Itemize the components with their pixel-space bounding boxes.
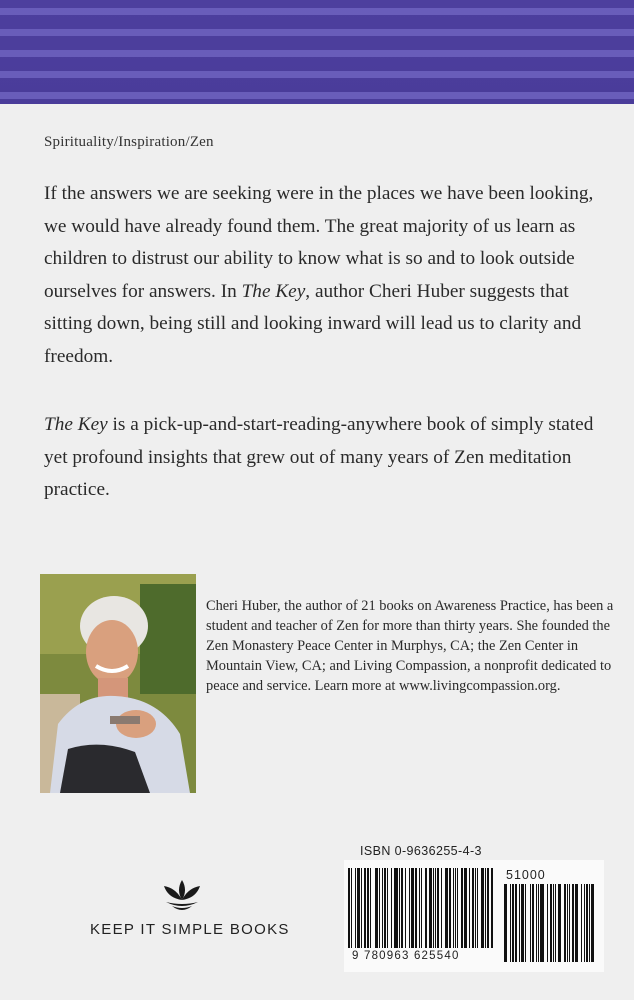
barcode-bar [538, 884, 539, 962]
barcode-bar [553, 884, 554, 962]
barcode-bar [512, 884, 514, 962]
barcode-bar [472, 868, 474, 948]
barcode-bar [469, 868, 470, 948]
top-color-band [0, 0, 634, 104]
barcode-bar [421, 868, 422, 948]
barcode-bar [525, 884, 526, 962]
barcode-bar [399, 868, 400, 948]
barcode-bar [477, 868, 478, 948]
barcode-bar [415, 868, 417, 948]
barcode-bar [569, 884, 570, 962]
barcode-bar [550, 884, 552, 962]
barcode-bar [445, 868, 448, 948]
barcode-bar [391, 868, 392, 948]
barcode-bar [464, 868, 467, 948]
barcode-bar [394, 868, 398, 948]
barcode-bar [361, 868, 362, 948]
barcode-bar [586, 884, 588, 962]
barcode-bar [547, 884, 548, 962]
barcode-bar [453, 868, 454, 948]
band-stripe [0, 29, 634, 36]
barcode-bar [487, 868, 489, 948]
lotus-logo-icon [158, 876, 206, 916]
price-code: 51000 [506, 868, 546, 882]
barcode-bar [536, 884, 537, 962]
description-paragraph-1: If the answers we are seeking were in the places we have been looking, we would have already found them. The great majority of us learn as children to distrust our ability to know what is so and to look outside ourselves for answers. In The Key, author Cheri Huber suggests that sitting down, being still and looking inward will lead us to clarity and freedom. [44, 183, 594, 367]
barcode-bar [387, 868, 388, 948]
barcode-bar [519, 884, 520, 962]
barcode-bar [367, 868, 369, 948]
barcode-bar [575, 884, 578, 962]
barcode-bar [591, 884, 594, 962]
barcode-bar [530, 884, 531, 962]
barcode-bar [437, 868, 439, 948]
barcode-bar [435, 868, 436, 948]
barcode-bar [348, 868, 350, 948]
barcode-bar [491, 868, 493, 948]
barcode-bar [455, 868, 456, 948]
barcode-bar [364, 868, 366, 948]
book-title-italic: The Key [44, 414, 108, 435]
barcode-bar [370, 868, 371, 948]
barcode-bar [355, 868, 356, 948]
band-stripe [0, 92, 634, 99]
band-stripe [0, 71, 634, 78]
barcode-bar [584, 884, 585, 962]
isbn-label: ISBN 0-9636255-4-3 [360, 844, 482, 858]
barcode-bar [419, 868, 420, 948]
barcode-digits: 9 780963 625540 [352, 950, 460, 962]
barcode-bar [411, 868, 414, 948]
barcode-bar [433, 868, 434, 948]
barcode-bar [375, 868, 378, 948]
barcode-bar [481, 868, 484, 948]
barcode-bar [401, 868, 403, 948]
barcode-bar [564, 884, 566, 962]
publisher-name: KEEP IT SIMPLE BOOKS [90, 921, 290, 938]
barcode-bar [457, 868, 458, 948]
barcode-bar [572, 884, 574, 962]
barcode-bar [558, 884, 561, 962]
band-stripe [0, 50, 634, 57]
barcode-bar [485, 868, 486, 948]
barcode-bar [581, 884, 582, 962]
barcode-bar [384, 868, 386, 948]
barcode-bar [475, 868, 476, 948]
category-label: Spirituality/Inspiration/Zen [44, 134, 214, 150]
band-stripe [0, 8, 634, 15]
author-bio: Cheri Huber, the author of 21 books on Awareness Practice, has been a student and teacher of Zen for more than thirty years. She founded the Zen Monastery Peace Center in Murphys, CA; the Zen Center in Mountain View, CA; and Living Compassion, a nonprofit dedicated to peace and service. Learn more at www.livingcompassion.org. [206, 598, 614, 694]
barcode-bar [567, 884, 568, 962]
barcode-bar [555, 884, 556, 962]
description-paragraph-2: The Key is a pick-up-and-start-reading-anywhere book of simply stated yet profound insights that grew out of many years of Zen meditation practice. [44, 414, 594, 500]
author-photo [40, 574, 196, 793]
barcode-bar [532, 884, 534, 962]
barcode-bar [351, 868, 352, 948]
barcode-bar [449, 868, 451, 948]
barcode-bar [429, 868, 432, 948]
barcode-bar [441, 868, 442, 948]
barcode-bar [461, 868, 463, 948]
barcode-bar [357, 868, 360, 948]
barcode-bar [589, 884, 590, 962]
barcode-bar [405, 868, 406, 948]
barcode-bar [510, 884, 511, 962]
barcode-bar [382, 868, 383, 948]
barcode-bar [504, 884, 507, 962]
barcode-bar [521, 884, 524, 962]
barcode-bar [409, 868, 410, 948]
book-title-italic: The Key [241, 280, 306, 302]
barcode-bar [540, 884, 544, 962]
barcode-bar [425, 868, 427, 948]
barcode-bar [379, 868, 380, 948]
barcode-bar [515, 884, 517, 962]
